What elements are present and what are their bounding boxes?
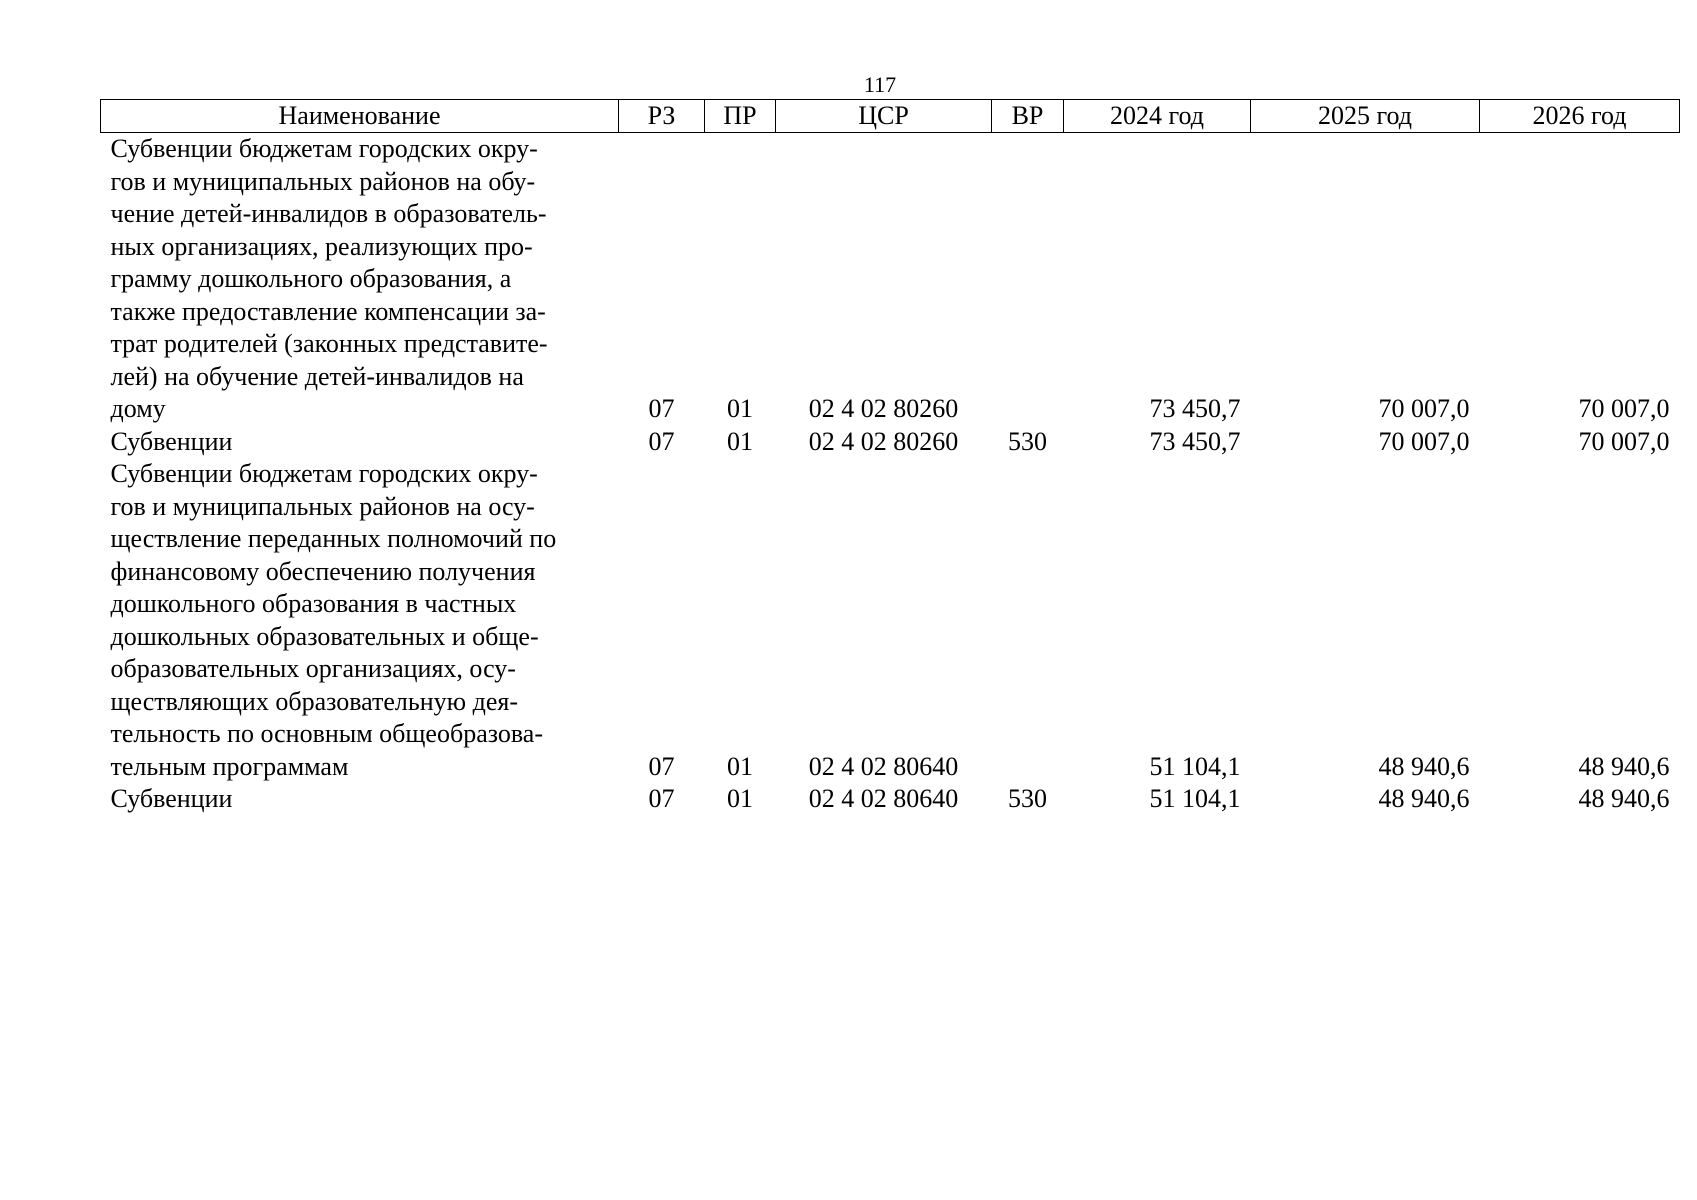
page-number: 117 (863, 72, 897, 97)
cell-2024: 51 104,1 (1149, 784, 1241, 813)
cell-name: Субвенции бюджетам городских окру- гов и муниципальных районов на обу- чение детей-инвалидов в образователь- ных организациях, реализующих про- грамму дошкольного образования, а также предоставление компенсации за- трат родителей (законных представите- лей) на обучение детей-инвалидов на дому (110, 134, 548, 423)
cell-csr: 02 4 02 80640 (808, 751, 959, 781)
cell-vr (992, 458, 1064, 783)
table-row (101, 783, 1680, 816)
budget-table (100, 99, 1680, 816)
header-csr: ЦСР (776, 100, 992, 133)
cell-2024: 51 104,1 (1149, 751, 1241, 781)
cell-2026: 70 007,0 (1578, 394, 1670, 423)
cell-rz: 07 (648, 784, 675, 813)
cell-2025: 48 940,6 (1378, 784, 1470, 813)
cell-pr: 01 (727, 394, 753, 423)
header-name: Наименование (101, 100, 619, 133)
cell-2025: 48 940,6 (1378, 751, 1470, 781)
cell-2024: 73 450,7 (1149, 394, 1241, 423)
cell-name: Субвенции (110, 426, 233, 456)
cell-2025: 70 007,0 (1378, 426, 1470, 456)
cell-2026: 70 007,0 (1578, 426, 1670, 456)
cell-csr: 02 4 02 80260 (808, 394, 959, 423)
cell-2026: 48 940,6 (1578, 784, 1670, 813)
header-2025: 2025 год (1251, 100, 1480, 133)
cell-vr: 530 (1008, 426, 1047, 456)
cell-csr: 02 4 02 80640 (808, 784, 959, 813)
table-header (101, 100, 1680, 133)
cell-rz: 07 (648, 394, 675, 423)
table-row (101, 426, 1680, 459)
cell-rz: 07 (648, 426, 675, 456)
cell-name: Субвенции (110, 784, 233, 813)
cell-2026: 48 940,6 (1578, 751, 1670, 781)
header-2026: 2026 год (1480, 100, 1680, 133)
cell-pr: 01 (727, 751, 753, 781)
header-vr: ВР (992, 100, 1064, 133)
table-row (101, 133, 1680, 426)
table-row (101, 458, 1680, 783)
cell-csr: 02 4 02 80260 (808, 426, 959, 456)
table-body (101, 133, 1680, 816)
cell-pr: 01 (727, 784, 753, 813)
cell-2024: 73 450,7 (1149, 426, 1241, 456)
cell-vr (992, 133, 1064, 426)
header-pr: ПР (705, 100, 776, 133)
header-2024: 2024 год (1064, 100, 1251, 133)
cell-rz: 07 (648, 751, 675, 781)
cell-2025: 70 007,0 (1378, 394, 1470, 423)
cell-name: Субвенции бюджетам городских окру- гов и муниципальных районов на осу- ществление переданных полномочий по финансовому обеспечению получения дошкольного образования в частных дошкольных образовательных и обще- образовательных организациях, осу- ществляющих образовательную дея- тельность по основным общеобразова- тельным программам (110, 459, 557, 781)
header-rz: РЗ (619, 100, 705, 133)
cell-vr: 530 (1008, 784, 1047, 813)
cell-pr: 01 (727, 426, 753, 456)
